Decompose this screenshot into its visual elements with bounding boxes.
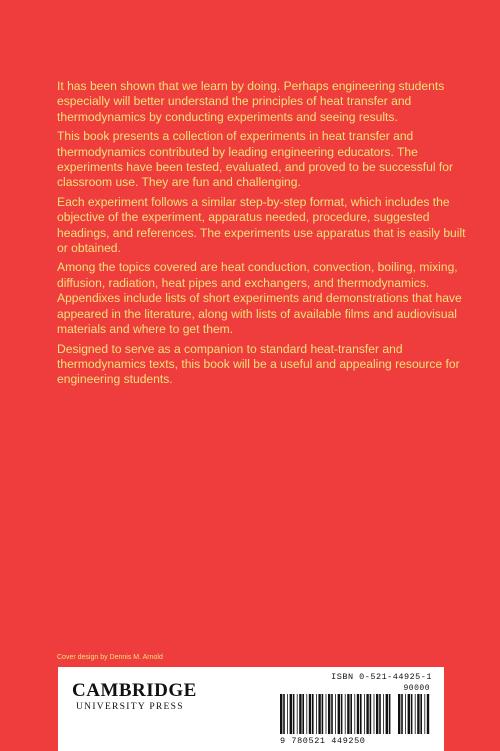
ean-number: 9 780521 449250 — [280, 736, 366, 746]
paragraph-5: Designed to serve as a companion to standard heat-transfer and thermodynamics texts, this book will be a useful and appealing resource for engineering students. — [57, 341, 460, 387]
paragraph-3: Each experiment follows a similar step-by-step format, which includes the objective of the experiment, apparatus needed, procedure, suggested headings, and references. The experiments use apparatus that is easily built or obtained. — [57, 194, 466, 256]
barcode-panel — [58, 667, 444, 751]
barcode-bars-icon — [280, 694, 392, 734]
publisher-subname: UNIVERSITY PRESS — [76, 702, 184, 712]
publisher-name: CAMBRIDGE — [72, 680, 197, 701]
barcode — [280, 684, 430, 746]
price-code: 90000 — [403, 684, 430, 693]
publisher-logo — [72, 680, 197, 720]
cover-design-credit: Cover design by Dennis M. Arnold — [57, 654, 163, 661]
description-text — [57, 79, 467, 392]
paragraph-1: It has been shown that we learn by doing. Perhaps engineering students especially will better understand the principles of heat transfer and thermodynamics by conducting experiments and seeing results. — [57, 79, 445, 124]
barcode-addon-bars-icon — [398, 694, 430, 734]
paragraph-2: This book presents a collection of experiments in heat transfer and thermodynamics contributed by leading engineering educators. The experiments have been tested, evaluated, and proved to be successful for classroom use. They are fun and challenging. — [57, 129, 453, 190]
isbn-label: ISBN 0-521-44925-1 — [331, 672, 432, 682]
paragraph-4: Among the topics covered are heat conduction, convection, boiling, mixing, diffusion, radiation, heat pipes and exchangers, and thermodynamics. Appendixes include lists of short experiments and demonstrations that have appeared in the literature, along with lists of available films and audiovisual materials and where to get them. — [57, 260, 462, 337]
